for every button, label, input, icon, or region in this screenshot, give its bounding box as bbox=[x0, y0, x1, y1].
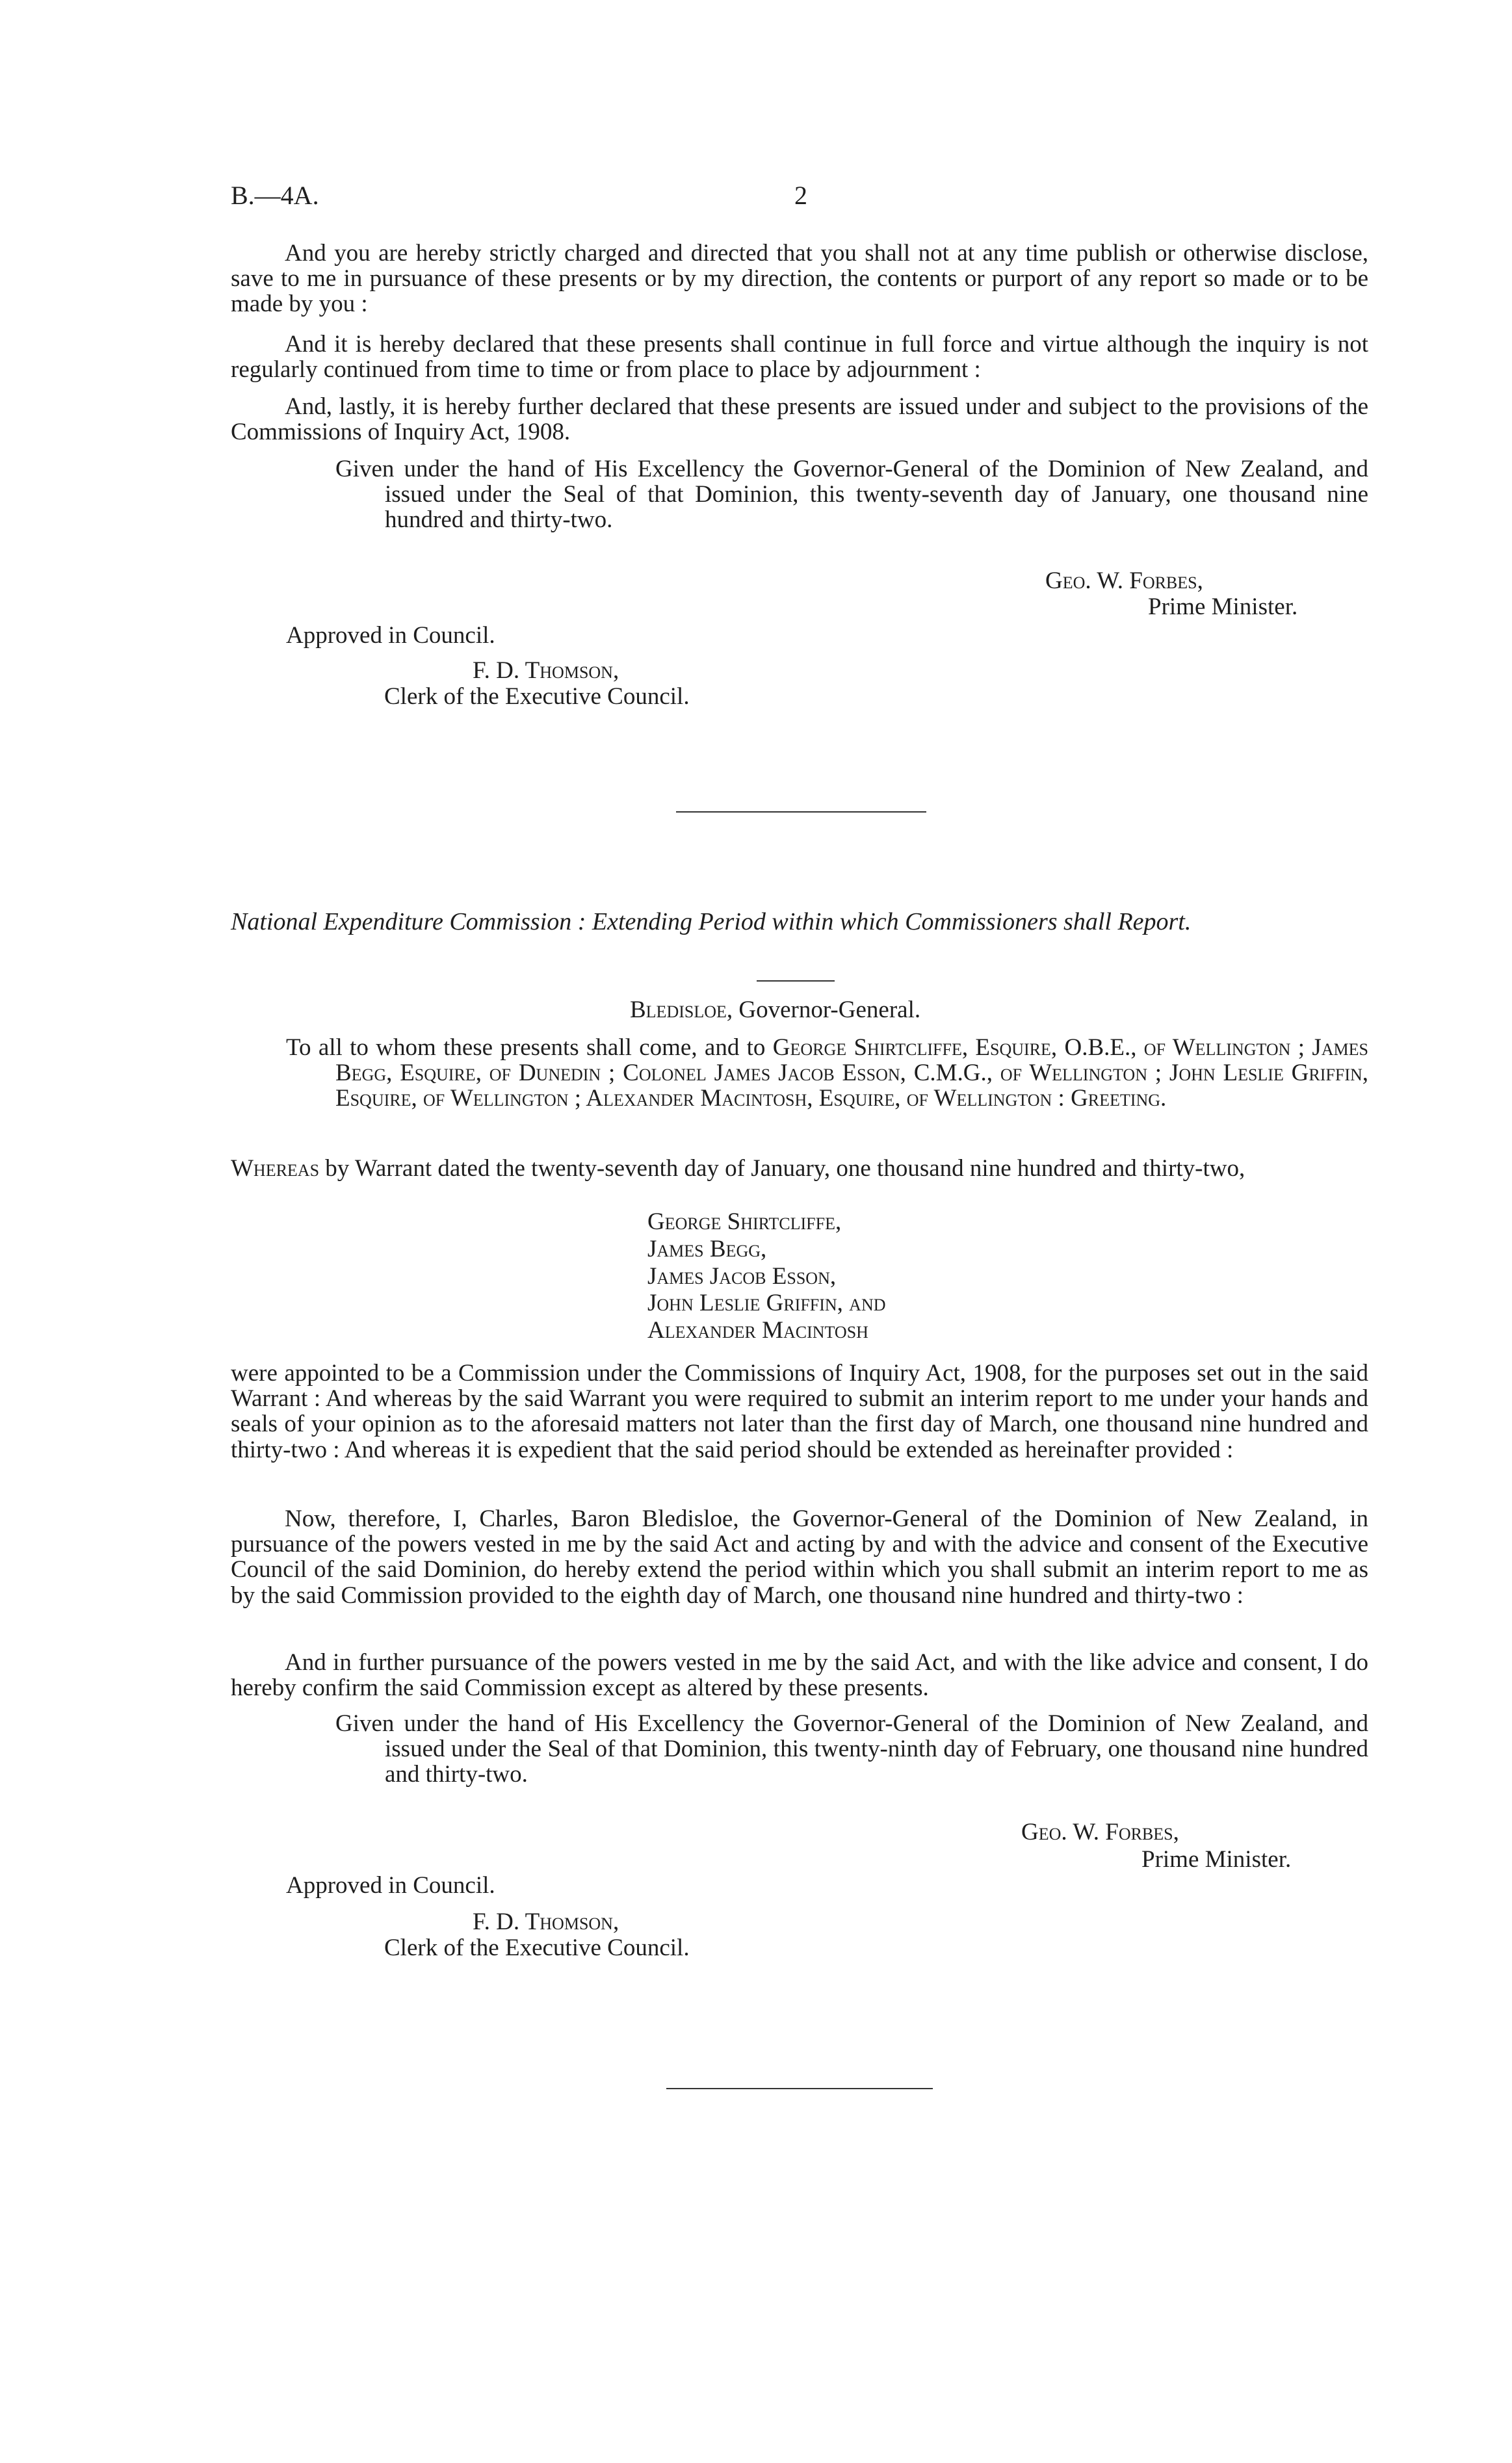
title-underline bbox=[757, 980, 835, 982]
clerk-title-2: Clerk of the Executive Council. bbox=[384, 1935, 690, 1961]
clerk-title-1: Clerk of the Executive Council. bbox=[384, 683, 690, 710]
commissioner-name: James Jacob Esson, bbox=[647, 1262, 837, 1290]
address-to-all: To all to whom these presents shall come, and to George Shirtcliffe, Esquire, O.B.E., of Wellington ; James Begg, Esquire, of Dunedin ; Colonel James Jacob Esson, C.M.G., of Wellington ; John Leslie Griffin, Esquire, of Wellington ; Alexander Macintosh, Esquire, of Wellington : Greeting. bbox=[286, 1034, 1368, 1112]
paragraph-declared: And it is hereby declared that these presents shall continue in full force and virtue although the inquiry is not regularly continued from time to time or from place to place by adjournment : bbox=[231, 331, 1368, 384]
section-title: National Expenditure Commission : Extending Period within which Commissioners shall Report. bbox=[231, 908, 1192, 935]
governor-name: Bledisloe, bbox=[630, 997, 733, 1023]
paragraph-publish: And you are hereby strictly charged and directed that you shall not at any time publish or otherwise disclose, save to me in pursuance of these presents or by my direction, the contents or purport of any report so made or to be made by you : bbox=[231, 240, 1368, 318]
section-divider bbox=[676, 811, 926, 813]
given-under-hand-2: Given under the hand of His Excellency the Governor-General of the Dominion of New Zealand, and issued under the Seal of that Dominion, this twenty-ninth day of February, one thousand nine hundred and thirty-two. bbox=[335, 1710, 1368, 1788]
signature-title-2: Prime Minister. bbox=[1141, 1846, 1292, 1873]
document-reference: B.—4A. bbox=[231, 181, 319, 210]
approved-in-council-2: Approved in Council. bbox=[286, 1872, 495, 1899]
commissioner-names bbox=[647, 1208, 886, 1344]
signature-title-1: Prime Minister. bbox=[1148, 593, 1298, 620]
governor-title: Governor-General. bbox=[738, 997, 921, 1023]
paragraph-further: And in further pursuance of the powers vested in me by the said Act, and with the like advice and consent, I do hereby confirm the said Commission except as altered by these presents. bbox=[231, 1649, 1368, 1702]
clerk-signature-2: F. D. Thomson, bbox=[473, 1909, 619, 1935]
paragraph-now-therefore: Now, therefore, I, Charles, Baron Bledisloe, the Governor-General of the Dominion of New Zealand, in pursuance of the powers vested in me by the said Act and acting by and with the advice and consent of the Executive Council of the said Dominion, do hereby extend the period within which you shall submit an interim report to me as by the said Commission provided to the eighth day of March, one thousand nine hundred and thirty-two : bbox=[231, 1505, 1368, 1609]
signature-prime-minister-2: Geo. W. Forbes, bbox=[1021, 1819, 1179, 1845]
commissioner-name: George Shirtcliffe, bbox=[647, 1208, 842, 1235]
closing-divider bbox=[666, 2088, 933, 2089]
governor-general-heading bbox=[630, 997, 920, 1023]
paragraph-lastly: And, lastly, it is hereby further declared that these presents are issued under and subject to the provisions of the Commissions of Inquiry Act, 1908. bbox=[231, 393, 1368, 446]
commissioner-name: Alexander Macintosh bbox=[647, 1317, 868, 1344]
given-under-hand-1: Given under the hand of His Excellency the Governor-General of the Dominion of New Zealand, and issued under the Seal of that Dominion, this twenty-seventh day of January, one thousand nine hundred and thirty-two. bbox=[335, 456, 1368, 534]
clerk-signature-1: F. D. Thomson, bbox=[473, 657, 619, 684]
signature-prime-minister-1: Geo. W. Forbes, bbox=[1045, 567, 1203, 594]
page-number: 2 bbox=[794, 181, 807, 210]
commissioner-name: John Leslie Griffin, and bbox=[647, 1290, 886, 1317]
whereas-clause: Whereas by Warrant dated the twenty-seventh day of January, one thousand nine hundred and thirty-two, bbox=[231, 1155, 1245, 1182]
commissioner-name: James Begg, bbox=[647, 1235, 767, 1262]
paragraph-appointed: were appointed to be a Commission under the Commissions of Inquiry Act, 1908, for the purposes set out in the said Warrant : And whereas by the said Warrant you were required to submit an interim report to me under your hands and seals of your opinion as to the aforesaid matters not later than the first day of March, one thousand nine hundred and thirty-two : And whereas it is expedient that the said period should be extended as hereinafter provided : bbox=[231, 1360, 1368, 1463]
approved-in-council-1: Approved in Council. bbox=[286, 622, 495, 649]
